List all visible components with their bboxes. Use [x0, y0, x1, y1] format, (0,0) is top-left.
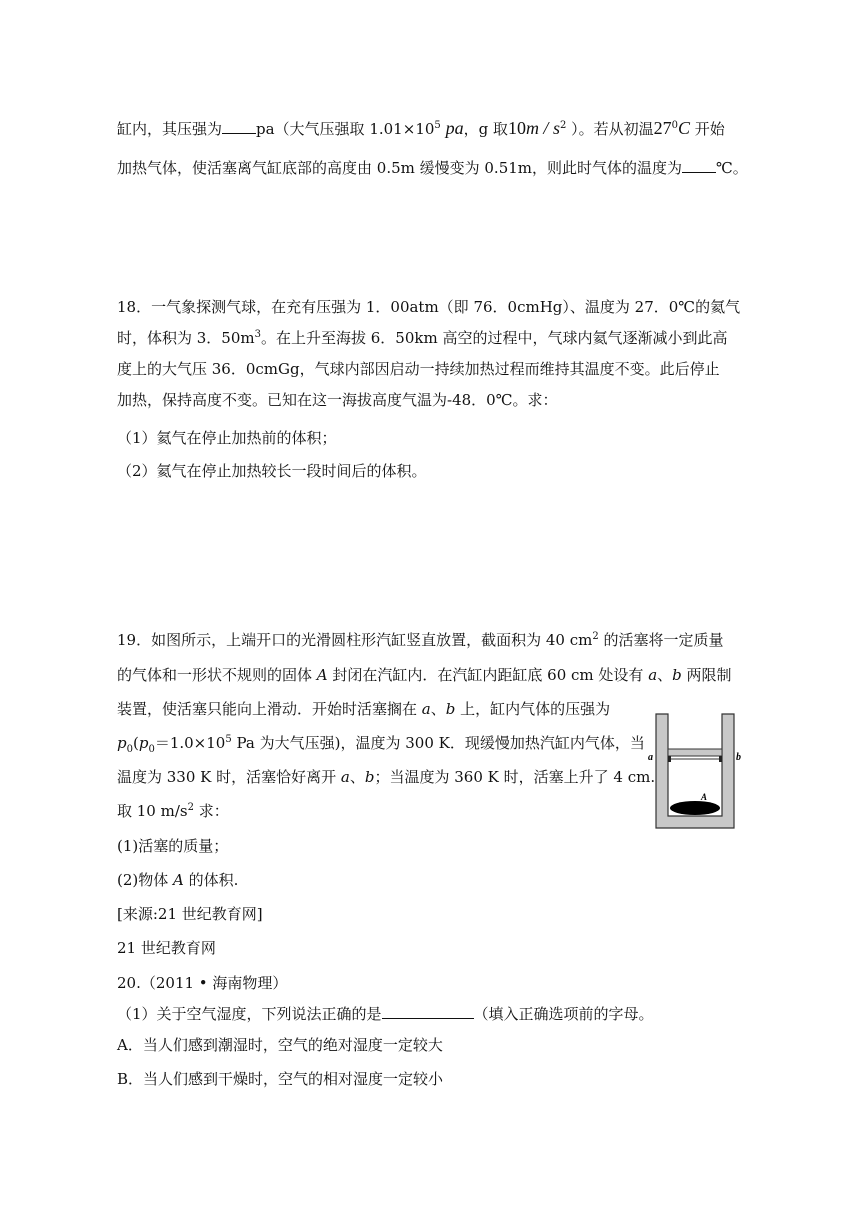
q19-line-1: 19．如图所示，上端开口的光滑圆柱形汽缸竖直放置，截面积为 40 $cm^2$ 的活塞将一定质量 [117, 631, 724, 649]
answer-blank [382, 1004, 474, 1019]
q19-line-2: 的气体和一形状不规则的固体 A 封闭在汽缸内．在汽缸内距缸底 60 cm 处设有 a、b 两限制 [117, 666, 732, 684]
q19-line-3: 装置，使活塞只能向上滑动．开始时活塞搁在 a、b 上，缸内气体的压强为 [117, 700, 611, 718]
q18-sub-2: （2）氦气在停止加热较长一段时间后的体积。 [117, 462, 427, 480]
q19-source: [来源:21 世纪教育网] [117, 905, 263, 923]
q20-option-a: A．当人们感到潮湿时，空气的绝对湿度一定较大 [117, 1036, 443, 1054]
q18-line-1: 18．一气象探测气球，在充有压强为 1．00atm（即 76．0cmHg）、温度为 27．0℃的氦气 [117, 298, 741, 316]
q18-line-2: 时，体积为 3．$50m^3$。在上升至海拔 6．50km 高空的过程中，气球内氦气逐渐减小到此高 [117, 329, 728, 347]
q17-line-1: 缸内，其压强为 pa（大气压强取 $1.01\times 10^5$ pa，g 取$10m / s^2$ ）。若从初温$27^0C$ 开始 [117, 118, 725, 138]
answer-blank [222, 119, 256, 134]
solid-a [670, 801, 720, 815]
q20-q1: （1）关于空气湿度，下列说法正确的是 （填入正确选项前的字母。 [117, 1005, 654, 1023]
q20-title: 20.（2011 • 海南物理） [117, 974, 288, 992]
q18-sub-1: （1）氦气在停止加热前的体积； [117, 429, 337, 447]
stop-b [719, 756, 722, 762]
q19-line-4: $p_0(p_0=1.0\times 10^5$ Pa 为大气压强)，温度为 300 K．现缓慢加热汽缸内气体，当 [117, 734, 645, 755]
cylinder-figure [648, 712, 742, 830]
q19-source-2: 21 世纪教育网 [117, 939, 216, 957]
q19-line-6: 取 10 $m/s^2$ 求： [117, 802, 229, 820]
label-A: A [701, 792, 708, 802]
label-a: a [648, 752, 653, 763]
q19-sub-1: (1)活塞的质量； [117, 837, 229, 855]
piston [668, 749, 722, 756]
q18-line-4: 加热，保持高度不变。已知在这一海拔高度气温为-48．0℃。求： [117, 391, 558, 409]
q18-line-3: 度上的大气压 36．0cmGg，气球内部因启动一持续加热过程而维持其温度不变。此后停止 [117, 360, 720, 378]
q19-line-5: 温度为 330 K 时，活塞恰好离开 a、b；当温度为 360 K 时，活塞上升了 4 cm. [117, 768, 656, 786]
q20-option-b: B．当人们感到干燥时，空气的相对湿度一定较小 [117, 1070, 444, 1088]
answer-blank [682, 158, 716, 173]
label-b: b [736, 752, 741, 763]
q19-sub-2: (2)物体 A 的体积. [117, 871, 239, 889]
stop-a [668, 756, 671, 762]
q17-line-2: 加热气体，使活塞离气缸底部的高度由 0.5m 缓慢变为 0.51m，则此时气体的温度为 ℃。 [117, 159, 748, 177]
